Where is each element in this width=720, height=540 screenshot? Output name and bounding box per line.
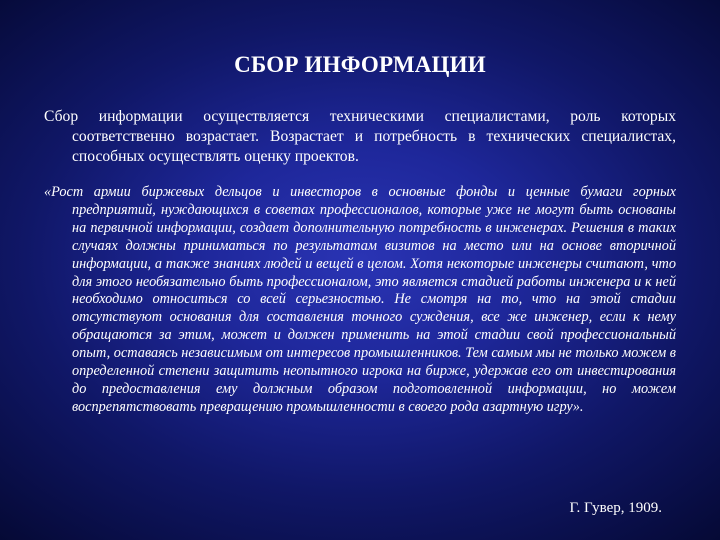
slide-title: СБОР ИНФОРМАЦИИ	[234, 52, 486, 77]
quote-paragraph: «Рост армии биржевых дельцов и инвесторов в основные фонды и ценные бумаги горных предприятий, нуждающихся в советах профессионалов, которые уже не могут быть основаны на первичной информации, создает дополнительную потребность в инженерах. Решения в таких случаях должны приниматься по результатам визитов на место или на основе вторичной информации, а также знаниях людей и вещей в целом. Хотя некоторые инженеры считают, что для этого необязательно быть профессионалом, это является стадией работы инженера и к ней необходимо относиться со всей серьезностью. Не смотря на то, что на этой стадии отсутствуют основания для составления точного суждения, все же инженер, если к нему обращаются за этим, может и должен применить на этой стадии свой профессиональный опыт, оставаясь независимым от интересов промышленников. Тем самым мы не только можем в определенной степени защитить неопытного игрока на бирже, удержав его от инвестирования до предоставления ему должным образом подготовленной информации, но можем воспрепятствовать превращению промышленности в своего рода азартную игру».	[44, 184, 676, 415]
quote-attribution: Г. Гувер, 1909.	[569, 500, 662, 516]
intro-paragraph: Сбор информации осуществляется техническими специалистами, роль которых соответственно возрастает. Возрастает и потребность в технических специалистах, способных осуществлять оценку проектов.	[44, 108, 676, 165]
